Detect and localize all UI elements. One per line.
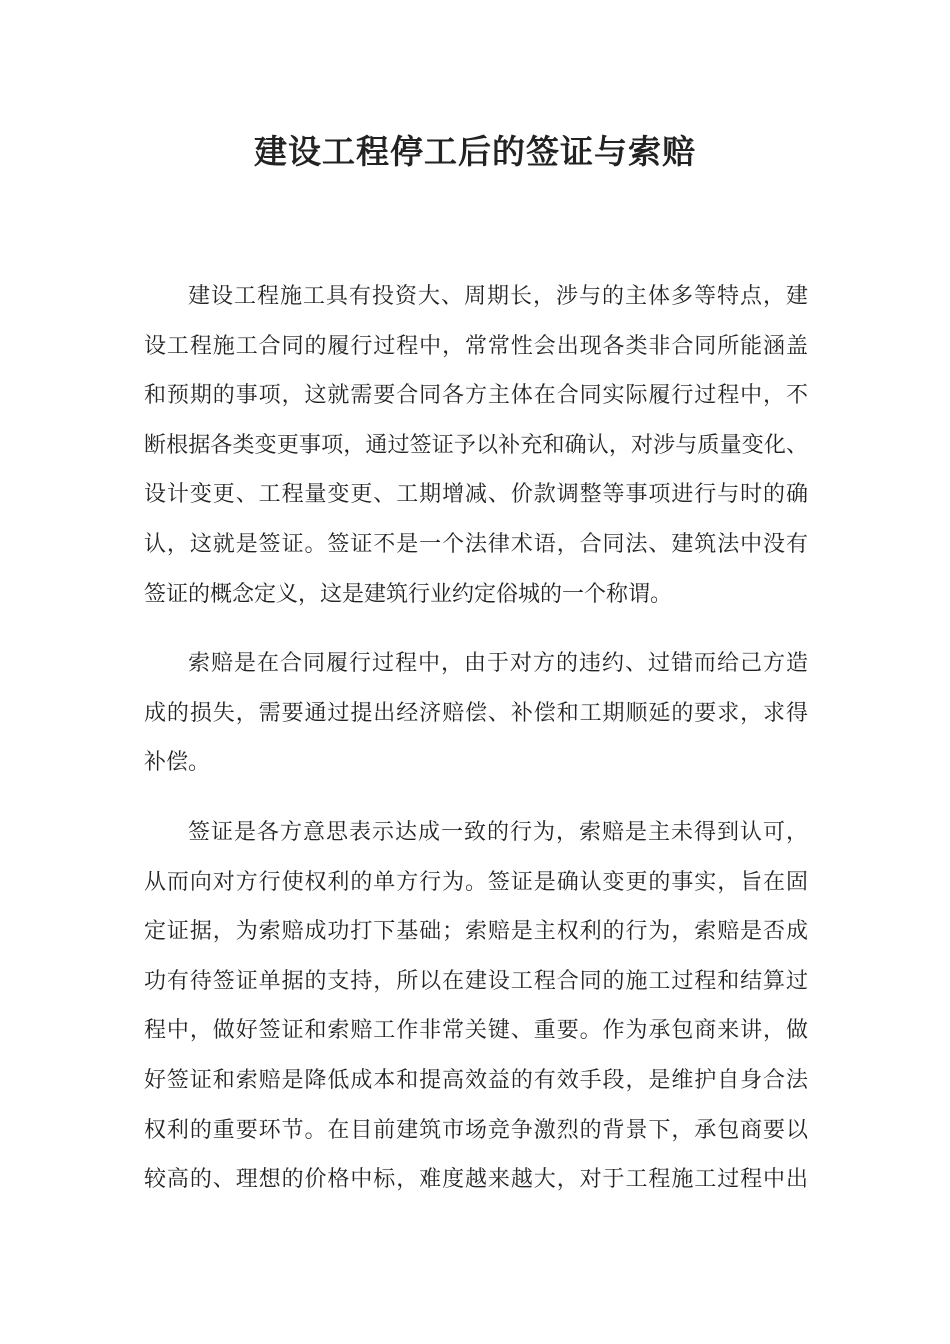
paragraph-line: 建设工程施工具有投资大、周期长，涉与的主体多等特点，建	[188, 284, 808, 309]
paragraph-line: 功有待签证单据的支持，所以在建设工程合同的施工过程和结算过	[144, 968, 808, 994]
paragraph-3	[144, 808, 808, 1205]
paragraph-line: 程中，做好签证和索赔工作非常关键、重要。作为承包商来讲，做	[144, 1018, 808, 1044]
paragraph-2	[144, 639, 808, 788]
paragraph-line: 从而向对方行使权利的单方行为。签证是确认变更的事实，旨在固	[144, 869, 808, 895]
paragraph-line: 索赔是在合同履行过程中，由于对方的违约、过错而给己方造	[188, 651, 808, 677]
paragraph-line: 设计变更、工程量变更、工期增减、价款调整等事项进行与时的确	[144, 482, 808, 508]
paragraph-line: 签证是各方意思表示达成一致的行为，索赔是主未得到认可，	[188, 819, 808, 845]
paragraph-line: 好签证和索赔是降低成本和提高效益的有效手段，是维护自身合法	[144, 1067, 808, 1093]
paragraph-line: 定证据，为索赔成功打下基础；索赔是主权利的行为，索赔是否成	[144, 919, 808, 945]
paragraph-line: 签证的概念定义，这是建筑行业约定俗城的一个称谓。	[144, 581, 673, 607]
paragraph-line: 设工程施工合同的履行过程中，常常性会出现各类非合同所能涵盖	[144, 333, 808, 359]
paragraph-line: 成的损失，需要通过提出经济赔偿、补偿和工期顺延的要求，求得	[144, 700, 808, 726]
paragraph-line: 权利的重要环节。在目前建筑市场竞争激烈的背景下，承包商要以	[144, 1117, 808, 1143]
paragraph-line: 断根据各类变更事项，通过签证予以补充和确认，对涉与质量变化、	[144, 432, 808, 458]
paragraph-line: 较高的、理想的价格中标，难度越来越大，对于工程施工过程中出	[144, 1167, 808, 1193]
paragraph-line: 补偿。	[144, 750, 211, 776]
document-body	[144, 272, 808, 1225]
paragraph-line: 认，这就是签证。签证不是一个法律术语，合同法、建筑法中没有	[144, 531, 808, 557]
paragraph-1	[144, 272, 808, 619]
paragraph-line: 和预期的事项，这就需要合同各方主体在合同实际履行过程中，不	[144, 383, 808, 409]
document-title: 建设工程停工后的签证与索赔	[254, 132, 696, 171]
